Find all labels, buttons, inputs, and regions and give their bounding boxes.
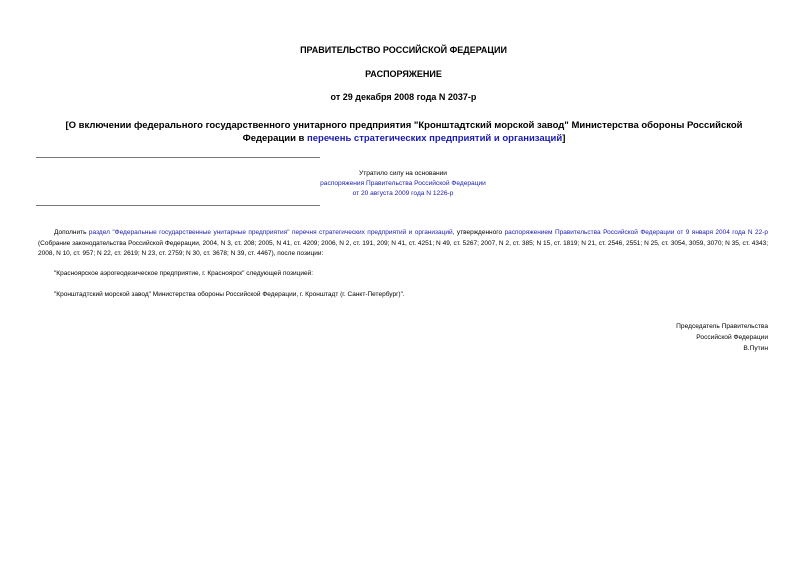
title-text: О включении федерального государственного унитарного предприятия "Кронштадтский морской завод" Министерства обороны Российской Федерации в [68,120,743,144]
signature-block [568,321,768,354]
signature-position: Председатель Правительства [676,323,768,330]
document-type-heading: РАСПОРЯЖЕНИЕ [365,69,442,79]
approving-order-link[interactable]: распоряжением Правительства Российской Федерации от 9 января 2004 года N 22-р [504,229,769,236]
p1-mid: , утвержденного [452,229,505,236]
body-paragraph-1 [38,228,768,260]
body-paragraph-3: "Кронштадтский морской завод" Министерства обороны Российской Федерации, г. Кронштадт (г. Санкт-Петербург)". [54,291,405,298]
section-link[interactable]: раздел "Федеральные государственные унитарные предприятия" перечня стратегических предприятий и организаций [88,229,453,236]
p1-start: Дополнить [54,229,89,236]
title-open-bracket: [ [65,120,69,131]
body-paragraph-2: "Красноярское аэрогеодезическое предприятие, г. Красноярск" следующей позицией: [54,270,314,277]
p1-end: (Собрание законодательства Российской Федерации, 2004, N 3, ст. 208; 2005, N 41, ст. 4209; 2006, N 2, ст. 191, 209; N 41, ст. 4251; N 49, ст. 5267; 2007, N 2, ст. 385; N 15, ст. 1819; N 21, ст. 2546, 2551; N 25, ст. 3054, 3059, 3070; N 35, ст. 4343; 2008, N 10, ст. 957; N 22, ст. 2619; N 23, ст. 2759; N 30, ст. 3678; N 39, ст. 4467), после позиции: [38,239,768,257]
status-note-line: Утратило силу на основании [359,170,447,177]
document-date-number: от 29 декабря 2008 года N 2037-р [330,92,477,102]
signature-country: Российской Федерации [696,334,768,341]
strategic-list-link[interactable]: перечень стратегических предприятий и организаций [307,133,563,144]
status-note [300,169,506,199]
divider-top [36,157,320,158]
signature-name: В.Путин [743,345,768,352]
government-heading: ПРАВИТЕЛЬСТВО РОССИЙСКОЙ ФЕДЕРАЦИИ [300,45,507,55]
repeal-order-link[interactable]: распоряжения Правительства Российской Федерации [320,180,486,187]
repeal-order-date-link[interactable]: от 20 августа 2009 года N 1226-р [352,190,454,197]
document-title [50,119,758,145]
divider-bottom [36,205,320,206]
title-close-bracket: ] [562,133,566,144]
